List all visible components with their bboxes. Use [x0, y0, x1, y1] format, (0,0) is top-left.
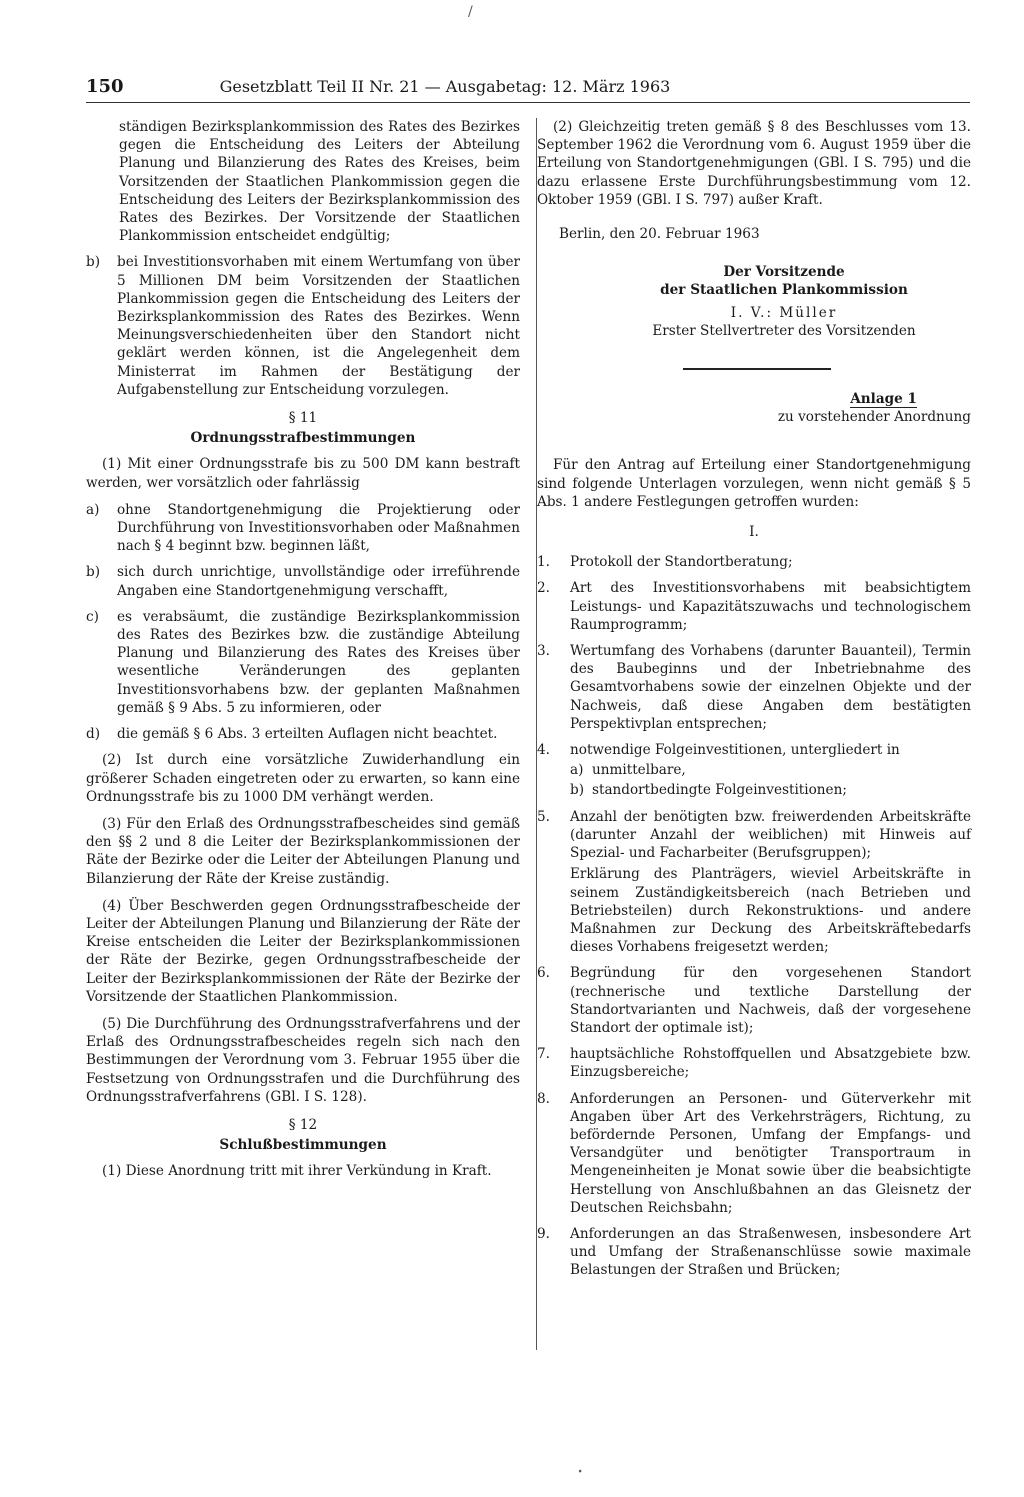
- section-title: Schlußbestimmungen: [219, 1137, 387, 1154]
- page-header: [86, 76, 671, 97]
- list-label: 5.: [537, 808, 550, 825]
- list-label: 4.: [537, 742, 550, 759]
- sub-item: [570, 761, 971, 779]
- sub-text: unmittelbare,: [592, 762, 686, 779]
- list-item: [537, 808, 971, 863]
- sub-label: b): [570, 782, 585, 799]
- list-label: d): [86, 726, 101, 743]
- list-text: es verabsäumt, die zuständige Bezirksplankommission des Rates des Bezirkes bzw. die zuständige Abteilung Planung und Bilanzierung des Rates des Kreises über wesentliche Veränderungen des geplanten Investitionsvorhabens bzw. der geplanten Maßnahmen gemäß § 9 Abs. 5 zu informieren, oder: [117, 608, 520, 716]
- paragraph: (1) Mit einer Ordnungsstrafe bis zu 500 DM kann bestraft werden, wer vorsätzlich oder fahrlässig: [86, 456, 520, 491]
- section-number: § 12: [288, 1116, 318, 1133]
- list-item: [86, 563, 520, 599]
- list-text: Protokoll der Standortberatung;: [570, 554, 793, 571]
- list-text: bei Investitionsvorhaben mit einem Wertumfang von über 5 Millionen DM beim Vorsitzenden der Staatlichen Plankommission gegen die Entscheidung des Leiters der Bezirksplankommission des Rates des Bezirkes. Wenn Meinungsverschiedenheiten über den Standort nicht geklärt werden können, ist die Angelegenheit dem Ministerrat im Rahmen der Bestätigung der Aufgabenstellung zur Entscheidung vorzulegen.: [117, 254, 520, 398]
- list-item: [537, 1225, 971, 1280]
- signature-authority: der Staatlichen Plankommission: [660, 282, 908, 299]
- section-number: § 11: [288, 410, 318, 427]
- list-label: 7.: [537, 1046, 550, 1063]
- sub-label: a): [570, 762, 584, 779]
- annex-subtitle: zu vorstehender Anordnung: [777, 409, 971, 426]
- list-item: [537, 642, 971, 733]
- list-text: notwendige Folgeinvestitionen, untergliedert in: [570, 742, 900, 759]
- list-label: a): [86, 501, 100, 518]
- paragraph: (5) Die Durchführung des Ordnungsstrafverfahrens und der Erlaß des Ordnungsstrafbescheides regeln sich nach den Bestimmungen der Verordnung vom 3. Februar 1955 über die Festsetzung von Ordnungsstrafen und die Durchführung des Ordnungsstrafverfahrens (GBl. I S. 128).: [86, 1015, 520, 1105]
- sub-text: standortbedingte Folgeinvestitionen;: [592, 782, 847, 799]
- list-text: Anforderungen an Personen- und Güterverkehr mit Angaben über Art des Verkehrsträgers, Richtung, zu befördernde Personen, Umfang der Empfangs- und Versandgüter und benötigter Transportraum in Mengeneinheiten je Monat sowie über die beabsichtigte Herstellung von Anschlußbahnen an das Gleisnetz der Deutschen Reichsbahn;: [570, 1090, 971, 1216]
- list-label: 3.: [537, 643, 550, 660]
- paragraph: (2) Ist durch eine vorsätzliche Zuwiderhandlung ein größerer Schaden eingetreten oder zu erwarten, so kann eine Ordnungsstrafe bis zu 1000 DM verhängt werden.: [86, 752, 520, 805]
- signature-role: Erster Stellvertreter des Vorsitzenden: [652, 322, 916, 339]
- list-item: [537, 741, 971, 759]
- sub-item: [570, 781, 971, 799]
- list-item: [86, 725, 520, 743]
- list-label: 9.: [537, 1225, 550, 1242]
- list-text: Anforderungen an das Straßenwesen, insbesondere Art und Umfang der Straßenanschlüsse sowie maximale Belastungen der Straßen und Brücken;: [570, 1225, 971, 1279]
- scan-mark-top: /: [468, 4, 473, 20]
- header-rule: [86, 102, 970, 103]
- section-title: Ordnungsstrafbestimmungen: [190, 430, 416, 447]
- list-item: [86, 608, 520, 717]
- list-text: Art des Investitionsvorhabens mit beabsichtigtem Leistungs- und Kapazitätszuwachs und technologischem Raumprogramm;: [570, 580, 971, 633]
- list-label: b): [86, 564, 101, 581]
- list-item: [537, 964, 971, 1037]
- right-column: [537, 118, 971, 1288]
- list-label: 8.: [537, 1090, 550, 1107]
- annex-title-text: Anlage 1: [850, 391, 917, 408]
- list-label: c): [86, 608, 99, 625]
- list-item: [537, 579, 971, 634]
- signature-name: I. V.: Müller: [730, 304, 838, 321]
- paragraph: (3) Für den Erlaß des Ordnungsstrafbescheides sind gemäß den §§ 2 und 8 die Leiter der Bezirksplankommissionen der Räte der Bezirke oder die Leiter der Abteilungen Planung und Bilanzierung der Räte der Kreise zuständig.: [86, 815, 520, 887]
- signature-rule: [683, 368, 831, 370]
- list-item: [537, 1090, 971, 1217]
- list-item: [86, 501, 520, 556]
- roman-numeral: I.: [749, 524, 759, 541]
- signature-title: Der Vorsitzende: [723, 264, 845, 281]
- list-text: sich durch unrichtige, unvollständige oder irreführende Angaben eine Standortgenehmigung verschafft,: [117, 564, 520, 599]
- page-number: 150: [86, 76, 124, 97]
- annex-intro: Für den Antrag auf Erteilung einer Standortgenehmigung sind folgende Unterlagen vorzulegen, wenn nicht gemäß § 5 Abs. 1 andere Festlegungen getroffen wurden:: [537, 457, 971, 510]
- list-text: Begründung für den vorgesehenen Standort (rechnerische und textliche Darstellung der Standortvarianten und Nachweis, daß der vorgesehene Standort der optimale ist);: [570, 965, 971, 1036]
- list-item: [537, 1045, 971, 1081]
- intro-paragraph: ständigen Bezirksplankommission des Rates des Bezirkes gegen die Entscheidung des Leiters der Abteilung Planung und Bilanzierung des Rates des Kreises, beim Vorsitzenden der Staatlichen Plankommission gegen die Entscheidung des Leiters der Bezirksplankommission des Rates des Bezirkes. Der Vorsitzende der Staatlichen Plankommission entscheidet endgültig;: [119, 119, 520, 245]
- left-column: [86, 118, 520, 1190]
- list-label: 2.: [537, 580, 550, 597]
- list-text: Wertumfang des Vorhabens (darunter Bauanteil), Termin des Baubeginns und der Inbetriebnahme des Gesamtvorhabens sowie der einzelnen Objekte und der Nachweis, daß diese Angaben dem bestätigten Perspektivplan entsprechen;: [570, 643, 971, 732]
- list-label: 6.: [537, 965, 550, 982]
- annex-title: [537, 390, 917, 408]
- date-line: Berlin, den 20. Februar 1963: [559, 226, 760, 243]
- paragraph: (2) Gleichzeitig treten gemäß § 8 des Beschlusses vom 13. September 1962 die Verordnung vom 6. August 1959 über die Erteilung von Standortgenehmigungen (GBl. I S. 795) und die dazu erlassene Erste Durchführungsbestimmung vom 12. Oktober 1959 (GBl. I S. 797) außer Kraft.: [537, 119, 971, 208]
- list-text: die gemäß § 6 Abs. 3 erteilten Auflagen nicht beachtet.: [117, 726, 498, 743]
- list-item: [537, 553, 971, 571]
- list-item: [86, 253, 520, 399]
- paragraph: (4) Über Beschwerden gegen Ordnungsstrafbescheide der Leiter der Abteilungen Planung und Bilanzierung der Räte der Kreise entscheiden die Leiter der Bezirksplankommissionen der Räte der Bezirke, gegen Ordnungsstrafbescheide der Leiter der Bezirksplankommissionen der Räte der Bezirke der Vorsitzende der Staatlichen Plankommission.: [86, 897, 520, 1005]
- paragraph: (1) Diese Anordnung tritt mit ihrer Verkündung in Kraft.: [102, 1163, 492, 1180]
- list-text: Anzahl der benötigten bzw. freiwerdenden Arbeitskräfte (darunter Anzahl der weiblichen) mit Hinweis auf Spezial- und Facharbeiter (Berufsgruppen);: [570, 808, 971, 862]
- list-label: 1.: [537, 554, 550, 571]
- signature-block: [597, 263, 971, 340]
- list-text: hauptsächliche Rohstoffquellen und Absatzgebiete bzw. Einzugsbereiche;: [570, 1046, 971, 1081]
- list-text: ohne Standortgenehmigung die Projektierung oder Durchführung von Investitionsvorhaben oder Maßnahmen nach § 4 beginnt bzw. beginnen läßt,: [117, 501, 520, 555]
- list-continuation: Erklärung des Planträgers, wieviel Arbeitskräfte in seinem Zuständigkeitsbereich (nach Betrieben und Betriebsteilen) durch Rekonstruktions- und andere Maßnahmen zur Deckung des Arbeitskräftebedarfs dieses Vorhabens freigesetzt werden;: [570, 866, 971, 956]
- list-label: b): [86, 254, 101, 271]
- scan-mark-bottom: ꞏ: [578, 1464, 583, 1480]
- header-title: Gesetzblatt Teil II Nr. 21 — Ausgabetag: 12. März 1963: [219, 77, 671, 96]
